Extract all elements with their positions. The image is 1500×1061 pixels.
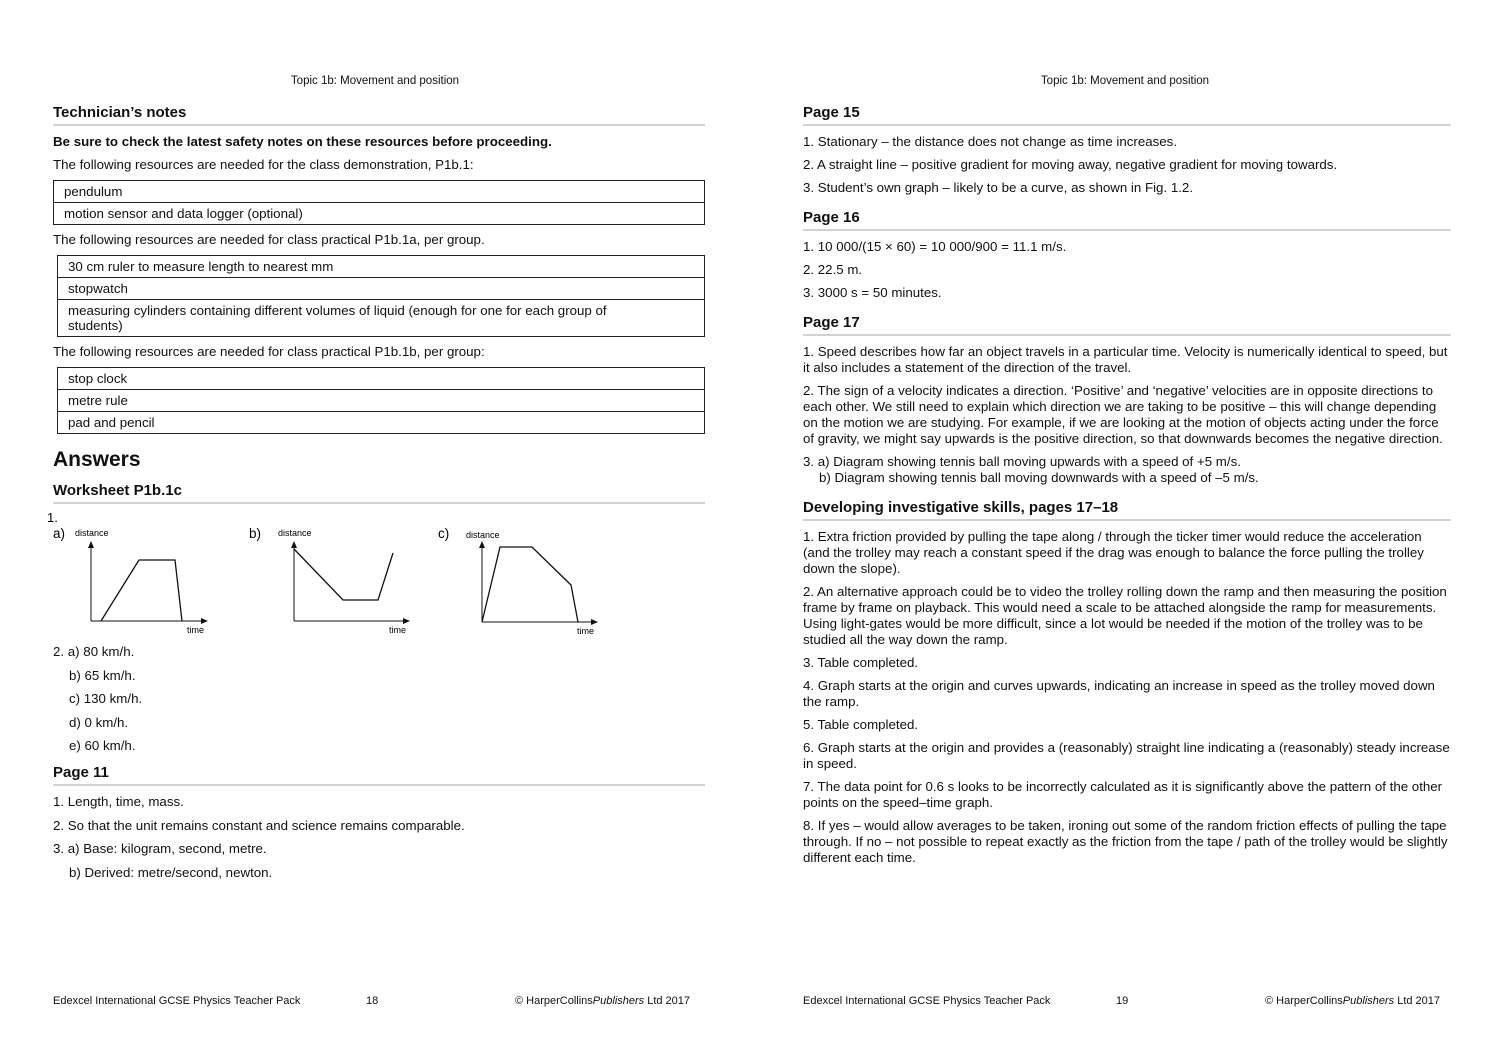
table-cell: 30 cm ruler to measure length to nearest mm	[58, 256, 705, 278]
safety-note: Be sure to check the latest safety notes on these resources before proceeding.	[53, 134, 552, 149]
copyright-text: © HarperCollins	[1265, 995, 1343, 1007]
list-item: 1. Speed describes how far an object travels in a particular time. Velocity is numerically identical to speed, but it also includes a statement of the direction of the travel.	[803, 344, 1448, 375]
footer-copyright	[1265, 995, 1440, 1007]
list-item: 7. The data point for 0.6 s looks to be incorrectly calculated as it is significantly above the pattern of the other points on the speed–time graph.	[803, 779, 1443, 810]
table-row	[58, 300, 705, 337]
list-item: 3. a) Base: kilogram, second, metre.	[53, 841, 267, 856]
distance-time-graphs	[47, 510, 705, 640]
graph-c-xlabel: time	[577, 626, 595, 636]
resources-intro-2: The following resources are needed for class practical P1b.1a, per group.	[53, 232, 485, 247]
graph-a-ylabel: distance	[75, 528, 109, 538]
table-row	[58, 390, 705, 412]
list-item: 2. So that the unit remains constant and science remains comparable.	[53, 817, 465, 833]
list-item: 5. Table completed.	[803, 717, 919, 732]
footer-copyright	[515, 995, 690, 1007]
table-row	[58, 256, 705, 278]
investigative-skills-heading: Developing investigative skills, pages 17–18	[803, 499, 1451, 521]
list-item: 2. a) 80 km/h.	[53, 644, 135, 659]
list-item: 2. 22.5 m.	[803, 262, 863, 277]
list-item: 8. If yes – would allow averages to be taken, ironing out some of the random friction effects of pulling the tape through. If no – not possible to repeat exactly as the friction from the tape / path of the trolley would be slightly different each time.	[803, 818, 1448, 865]
list-item: b) 65 km/h.	[69, 667, 136, 683]
q2-answers	[53, 644, 705, 754]
table-row	[58, 368, 705, 390]
list-item: 4. Graph starts at the origin and curves upwards, indicating an increase in speed as the trolley moved down the ramp.	[803, 678, 1435, 709]
graph-a-line	[101, 560, 182, 621]
graph-a-label: a)	[53, 526, 66, 541]
running-head: Topic 1b: Movement and position	[290, 75, 460, 87]
graph-b-label: b)	[249, 526, 262, 541]
copyright-year: Ltd 2017	[1394, 995, 1441, 1007]
table-cell: pad and pencil	[58, 412, 705, 434]
list-item: 2. A straight line – positive gradient for moving away, negative gradient for moving towards.	[803, 157, 1338, 172]
table-cell: pendulum	[54, 181, 705, 203]
resources-intro-3: The following resources are needed for class practical P1b.1b, per group:	[53, 344, 485, 359]
graph-c-label: c)	[438, 526, 450, 541]
graph-c-line	[482, 547, 578, 622]
table-row	[58, 278, 705, 300]
list-item: 1. 10 000/(15 × 60) = 10 000/900 = 11.1 m/s.	[803, 239, 1067, 254]
footer-title: Edexcel International GCSE Physics Teacher Pack	[53, 995, 301, 1007]
page-17-heading: Page 17	[803, 314, 1451, 336]
left-content	[47, 104, 705, 888]
page-number: 18	[366, 995, 379, 1007]
list-item: 6. Graph starts at the origin and provides a (reasonably) straight line indicating a (reasonably) steady increase in speed.	[803, 740, 1450, 771]
list-item: 1. Stationary – the distance does not change as time increases.	[803, 134, 1178, 149]
list-item: e) 60 km/h.	[69, 738, 136, 753]
list-item: 3. Table completed.	[803, 655, 919, 670]
graph-b-line	[294, 549, 393, 600]
list-item: 3. 3000 s = 50 minutes.	[803, 285, 942, 300]
table-cell: motion sensor and data logger (optional)	[54, 203, 705, 225]
copyright-publishers: Publishers	[592, 995, 645, 1007]
list-item: c) 130 km/h.	[69, 691, 143, 706]
graph-a-xlabel: time	[187, 625, 205, 635]
copyright-year: Ltd 2017	[644, 995, 691, 1007]
graph-c-ylabel: distance	[466, 530, 500, 540]
right-page	[750, 0, 1500, 1061]
table-cell: measuring cylinders containing different volumes of liquid (enough for one for each group of students)	[58, 300, 705, 337]
list-item: b) Derived: metre/second, newton.	[69, 864, 273, 880]
footer-title: Edexcel International GCSE Physics Teacher Pack	[803, 995, 1051, 1007]
resources-table-practical-b	[57, 367, 705, 434]
answers-heading: Answers	[53, 448, 141, 471]
copyright-publishers: Publishers	[1342, 995, 1395, 1007]
graph-b-ylabel: distance	[278, 528, 312, 538]
graph-b-xlabel: time	[389, 625, 407, 635]
question-1-label: 1.	[47, 510, 58, 525]
table-row	[54, 181, 705, 203]
table-row	[58, 412, 705, 434]
copyright-text: © HarperCollins	[515, 995, 593, 1007]
page-11-answers	[53, 794, 705, 881]
technicians-notes-heading: Technician’s notes	[53, 104, 705, 126]
resources-table-practical-a	[57, 255, 705, 337]
running-head: Topic 1b: Movement and position	[1040, 75, 1210, 87]
list-item: 3. Student’s own graph – likely to be a curve, as shown in Fig. 1.2.	[803, 180, 1194, 195]
page-number: 19	[1116, 995, 1129, 1007]
graphs-svg	[47, 510, 613, 640]
list-item: 1. Extra friction provided by pulling the tape along / through the ticker timer would reduce the acceleration (and the trolley may reach a constant speed if the drag was enough to balance the force pulling the trolley down the slope).	[803, 529, 1424, 576]
resources-intro-1: The following resources are needed for the class demonstration, P1b.1:	[53, 157, 474, 172]
table-cell: stopwatch	[58, 278, 705, 300]
right-content	[803, 104, 1451, 873]
table-row	[54, 203, 705, 225]
table-cell: stop clock	[58, 368, 705, 390]
resources-table-demo	[53, 180, 705, 225]
list-item: 2. The sign of a velocity indicates a direction. ‘Positive’ and ‘negative’ velocities are in opposite directions to each other. We still need to explain which direction we are taking to be positive – this will change depending on the motion we are studying. For example, if we are looking at the motion of objects acting under the force of gravity, we might say upwards is the positive direction, so that downwards becomes the negative direction.	[803, 383, 1443, 446]
list-item: 1. Length, time, mass.	[53, 794, 184, 809]
page-16-heading: Page 16	[803, 209, 1451, 231]
list-item: 2. An alternative approach could be to video the trolley rolling down the ramp and then measuring the position frame by frame on playback. This would need a scale to be attached alongside the ramp for measurements. Using light-gates would be more difficult, since a lot would be needed if the motion of the trolley was to be studied all the way down the ramp.	[803, 584, 1447, 647]
table-cell: metre rule	[58, 390, 705, 412]
worksheet-heading: Worksheet P1b.1c	[53, 482, 705, 504]
page-15-heading: Page 15	[803, 104, 1451, 126]
list-item: d) 0 km/h.	[69, 714, 129, 730]
list-item: b) Diagram showing tennis ball moving downwards with a speed of –5 m/s.	[819, 470, 1259, 485]
list-item: 3. a) Diagram showing tennis ball moving upwards with a speed of +5 m/s.	[803, 454, 1241, 469]
page-11-heading: Page 11	[53, 764, 705, 786]
